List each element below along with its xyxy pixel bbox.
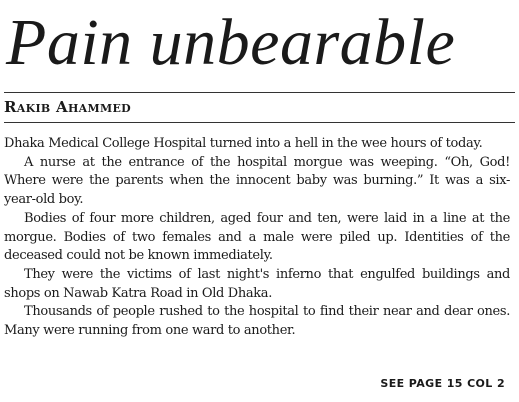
article-paragraph: Bodies of four more children, aged four and ten, were laid in a line at the morgue. Bodies of two females and a male were piled up. Identities of the deceased could not be known immediately. <box>4 210 510 264</box>
article-paragraph: A nurse at the entrance of the hospital morgue was weeping. “Oh, God! Where were the parents when the innocent baby was burning.” It was a six-year-old boy. <box>4 154 510 208</box>
continuation-jump-line: SEE PAGE 15 COL 2 <box>380 377 505 390</box>
byline-rule-top <box>4 92 515 93</box>
article-paragraph: Thousands of people rushed to the hospital to find their near and dear ones. Many were running from one ward to another. <box>4 304 510 339</box>
byline: Rakib Ahammed <box>4 98 131 116</box>
article-paragraph: Dhaka Medical College Hospital turned into a hell in the wee hours of today. <box>4 136 483 151</box>
headline: Pain unbearable <box>6 6 456 79</box>
article-body <box>4 135 510 341</box>
article-paragraph: They were the victims of last night's inferno that engulfed buildings and shops on Nawab Katra Road in Old Dhaka. <box>4 266 510 301</box>
byline-rule-bottom <box>4 122 515 123</box>
